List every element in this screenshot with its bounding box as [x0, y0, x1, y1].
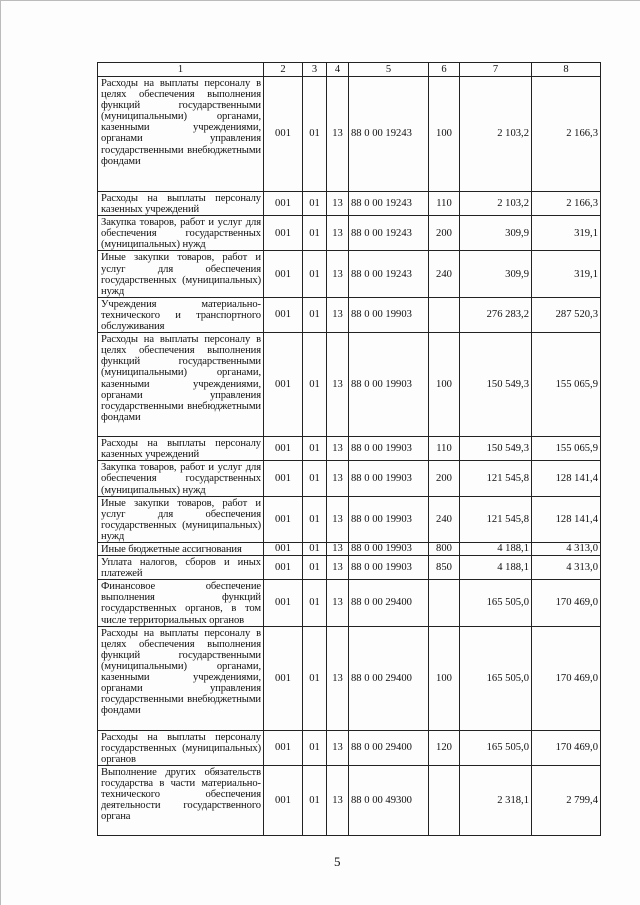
expense-type-cell: 120 [429, 730, 460, 765]
amount-year2-cell: 4 313,0 [532, 542, 601, 555]
section-cell: 01 [303, 251, 327, 297]
section-cell: 01 [303, 765, 327, 835]
row-name-cell: Иные бюджетные ассигнования [98, 542, 264, 555]
table-row [98, 437, 601, 461]
section-cell: 01 [303, 556, 327, 580]
amount-year1-cell: 4 188,1 [460, 542, 532, 555]
expense-type-cell: 110 [429, 192, 460, 216]
amount-year1-cell: 309,9 [460, 251, 532, 297]
table-header-row [98, 63, 601, 77]
row-name-cell: Выполнение других обязательств государства в части материально-технического обеспечения деятельности государственного органа [98, 765, 264, 835]
subsection-cell: 13 [327, 251, 349, 297]
subsection-cell: 13 [327, 580, 349, 626]
amount-year1-cell: 150 549,3 [460, 437, 532, 461]
target-article-cell: 88 0 00 19903 [349, 542, 429, 555]
amount-year1-cell: 2 318,1 [460, 765, 532, 835]
admin-code-cell: 001 [264, 77, 303, 192]
amount-year2-cell: 170 469,0 [532, 580, 601, 626]
amount-year1-cell: 150 549,3 [460, 333, 532, 437]
table-row [98, 333, 601, 437]
expense-type-cell: 100 [429, 77, 460, 192]
expense-type-cell: 240 [429, 251, 460, 297]
target-article-cell: 88 0 00 29400 [349, 626, 429, 730]
subsection-cell: 13 [327, 192, 349, 216]
amount-year1-cell: 165 505,0 [460, 580, 532, 626]
row-name-cell: Иные закупки товаров, работ и услуг для обеспечения государственных (муниципальных) нужд [98, 496, 264, 542]
subsection-cell: 13 [327, 626, 349, 730]
budget-table [97, 62, 601, 836]
amount-year1-cell: 165 505,0 [460, 626, 532, 730]
page-number: 5 [334, 854, 341, 869]
table-row [98, 251, 601, 297]
table-row [98, 216, 601, 251]
target-article-cell: 88 0 00 19243 [349, 77, 429, 192]
header-cell-4: 4 [327, 63, 349, 77]
admin-code-cell: 001 [264, 461, 303, 496]
target-article-cell: 88 0 00 49300 [349, 765, 429, 835]
subsection-cell: 13 [327, 333, 349, 437]
section-cell: 01 [303, 626, 327, 730]
row-name-cell: Расходы на выплаты персоналу казенных учреждений [98, 192, 264, 216]
row-name-cell: Расходы на выплаты персоналу в целях обеспечения выполнения функций государственными (муниципальными) органами, казенными учреждениями, органами управления государственными внебюджетными фондами [98, 77, 264, 192]
subsection-cell: 13 [327, 496, 349, 542]
target-article-cell: 88 0 00 19243 [349, 251, 429, 297]
section-cell: 01 [303, 192, 327, 216]
target-article-cell: 88 0 00 19903 [349, 437, 429, 461]
target-article-cell: 88 0 00 19903 [349, 461, 429, 496]
row-name-cell: Уплата налогов, сборов и иных платежей [98, 556, 264, 580]
section-cell: 01 [303, 542, 327, 555]
amount-year2-cell: 128 141,4 [532, 461, 601, 496]
admin-code-cell: 001 [264, 192, 303, 216]
header-cell-6: 6 [429, 63, 460, 77]
expense-type-cell: 200 [429, 216, 460, 251]
target-article-cell: 88 0 00 29400 [349, 580, 429, 626]
table-row [98, 626, 601, 730]
table-row [98, 580, 601, 626]
section-cell: 01 [303, 730, 327, 765]
expense-type-cell: 100 [429, 333, 460, 437]
target-article-cell: 88 0 00 19243 [349, 192, 429, 216]
amount-year2-cell: 287 520,3 [532, 297, 601, 332]
amount-year2-cell: 155 065,9 [532, 437, 601, 461]
row-name-cell: Закупка товаров, работ и услуг для обеспечения государственных (муниципальных) нужд [98, 461, 264, 496]
row-name-cell: Расходы на выплаты персоналу в целях обеспечения выполнения функций государственными (муниципальными) органами, казенными учреждениями, органами управления государственными внебюджетными фондами [98, 626, 264, 730]
amount-year1-cell: 121 545,8 [460, 461, 532, 496]
amount-year2-cell: 128 141,4 [532, 496, 601, 542]
admin-code-cell: 001 [264, 496, 303, 542]
row-name-cell: Расходы на выплаты персоналу в целях обеспечения выполнения функций государственными (муниципальными) органами, казенными учреждениями, органами управления государственными внебюджетными фондами [98, 333, 264, 437]
subsection-cell: 13 [327, 297, 349, 332]
section-cell: 01 [303, 461, 327, 496]
expense-type-cell: 240 [429, 496, 460, 542]
header-cell-1: 1 [98, 63, 264, 77]
expense-type-cell: 850 [429, 556, 460, 580]
subsection-cell: 13 [327, 437, 349, 461]
expense-type-cell [429, 765, 460, 835]
amount-year1-cell: 121 545,8 [460, 496, 532, 542]
section-cell: 01 [303, 297, 327, 332]
admin-code-cell: 001 [264, 251, 303, 297]
table-row [98, 192, 601, 216]
amount-year1-cell: 309,9 [460, 216, 532, 251]
section-cell: 01 [303, 437, 327, 461]
admin-code-cell: 001 [264, 216, 303, 251]
amount-year2-cell: 319,1 [532, 251, 601, 297]
target-article-cell: 88 0 00 19903 [349, 333, 429, 437]
expense-type-cell [429, 580, 460, 626]
admin-code-cell: 001 [264, 333, 303, 437]
expense-type-cell [429, 297, 460, 332]
amount-year1-cell: 276 283,2 [460, 297, 532, 332]
subsection-cell: 13 [327, 216, 349, 251]
admin-code-cell: 001 [264, 626, 303, 730]
section-cell: 01 [303, 333, 327, 437]
admin-code-cell: 001 [264, 542, 303, 555]
header-cell-5: 5 [349, 63, 429, 77]
amount-year1-cell: 2 103,2 [460, 192, 532, 216]
subsection-cell: 13 [327, 542, 349, 555]
scan-edge-top [0, 0, 640, 1]
budget-table-container [97, 62, 600, 836]
header-cell-3: 3 [303, 63, 327, 77]
section-cell: 01 [303, 580, 327, 626]
table-row [98, 461, 601, 496]
subsection-cell: 13 [327, 556, 349, 580]
section-cell: 01 [303, 496, 327, 542]
table-row [98, 496, 601, 542]
expense-type-cell: 100 [429, 626, 460, 730]
admin-code-cell: 001 [264, 580, 303, 626]
table-row [98, 765, 601, 835]
amount-year1-cell: 2 103,2 [460, 77, 532, 192]
target-article-cell: 88 0 00 19903 [349, 297, 429, 332]
admin-code-cell: 001 [264, 297, 303, 332]
admin-code-cell: 001 [264, 437, 303, 461]
amount-year2-cell: 2 166,3 [532, 77, 601, 192]
table-row [98, 542, 601, 555]
subsection-cell: 13 [327, 77, 349, 192]
header-cell-7: 7 [460, 63, 532, 77]
amount-year2-cell: 319,1 [532, 216, 601, 251]
amount-year1-cell: 165 505,0 [460, 730, 532, 765]
target-article-cell: 88 0 00 19903 [349, 556, 429, 580]
table-row [98, 730, 601, 765]
expense-type-cell: 110 [429, 437, 460, 461]
admin-code-cell: 001 [264, 556, 303, 580]
table-row [98, 297, 601, 332]
section-cell: 01 [303, 216, 327, 251]
row-name-cell: Финансовое обеспечение выполнения функций государственных органов, в том числе территориальных органов [98, 580, 264, 626]
table-row [98, 77, 601, 192]
target-article-cell: 88 0 00 29400 [349, 730, 429, 765]
subsection-cell: 13 [327, 765, 349, 835]
admin-code-cell: 001 [264, 730, 303, 765]
table-row [98, 556, 601, 580]
admin-code-cell: 001 [264, 765, 303, 835]
amount-year2-cell: 2 166,3 [532, 192, 601, 216]
expense-type-cell: 200 [429, 461, 460, 496]
row-name-cell: Расходы на выплаты персоналу казенных учреждений [98, 437, 264, 461]
amount-year2-cell: 170 469,0 [532, 730, 601, 765]
amount-year2-cell: 2 799,4 [532, 765, 601, 835]
row-name-cell: Иные закупки товаров, работ и услуг для обеспечения государственных (муниципальных) нужд [98, 251, 264, 297]
amount-year1-cell: 4 188,1 [460, 556, 532, 580]
subsection-cell: 13 [327, 730, 349, 765]
scan-edge-left [0, 0, 1, 905]
header-cell-2: 2 [264, 63, 303, 77]
target-article-cell: 88 0 00 19903 [349, 496, 429, 542]
row-name-cell: Расходы на выплаты персоналу государственных (муниципальных) органов [98, 730, 264, 765]
amount-year2-cell: 155 065,9 [532, 333, 601, 437]
target-article-cell: 88 0 00 19243 [349, 216, 429, 251]
amount-year2-cell: 170 469,0 [532, 626, 601, 730]
header-cell-8: 8 [532, 63, 601, 77]
row-name-cell: Закупка товаров, работ и услуг для обеспечения государственных (муниципальных) нужд [98, 216, 264, 251]
row-name-cell: Учреждения материально-технического и транспортного обслуживания [98, 297, 264, 332]
expense-type-cell: 800 [429, 542, 460, 555]
amount-year2-cell: 4 313,0 [532, 556, 601, 580]
section-cell: 01 [303, 77, 327, 192]
subsection-cell: 13 [327, 461, 349, 496]
